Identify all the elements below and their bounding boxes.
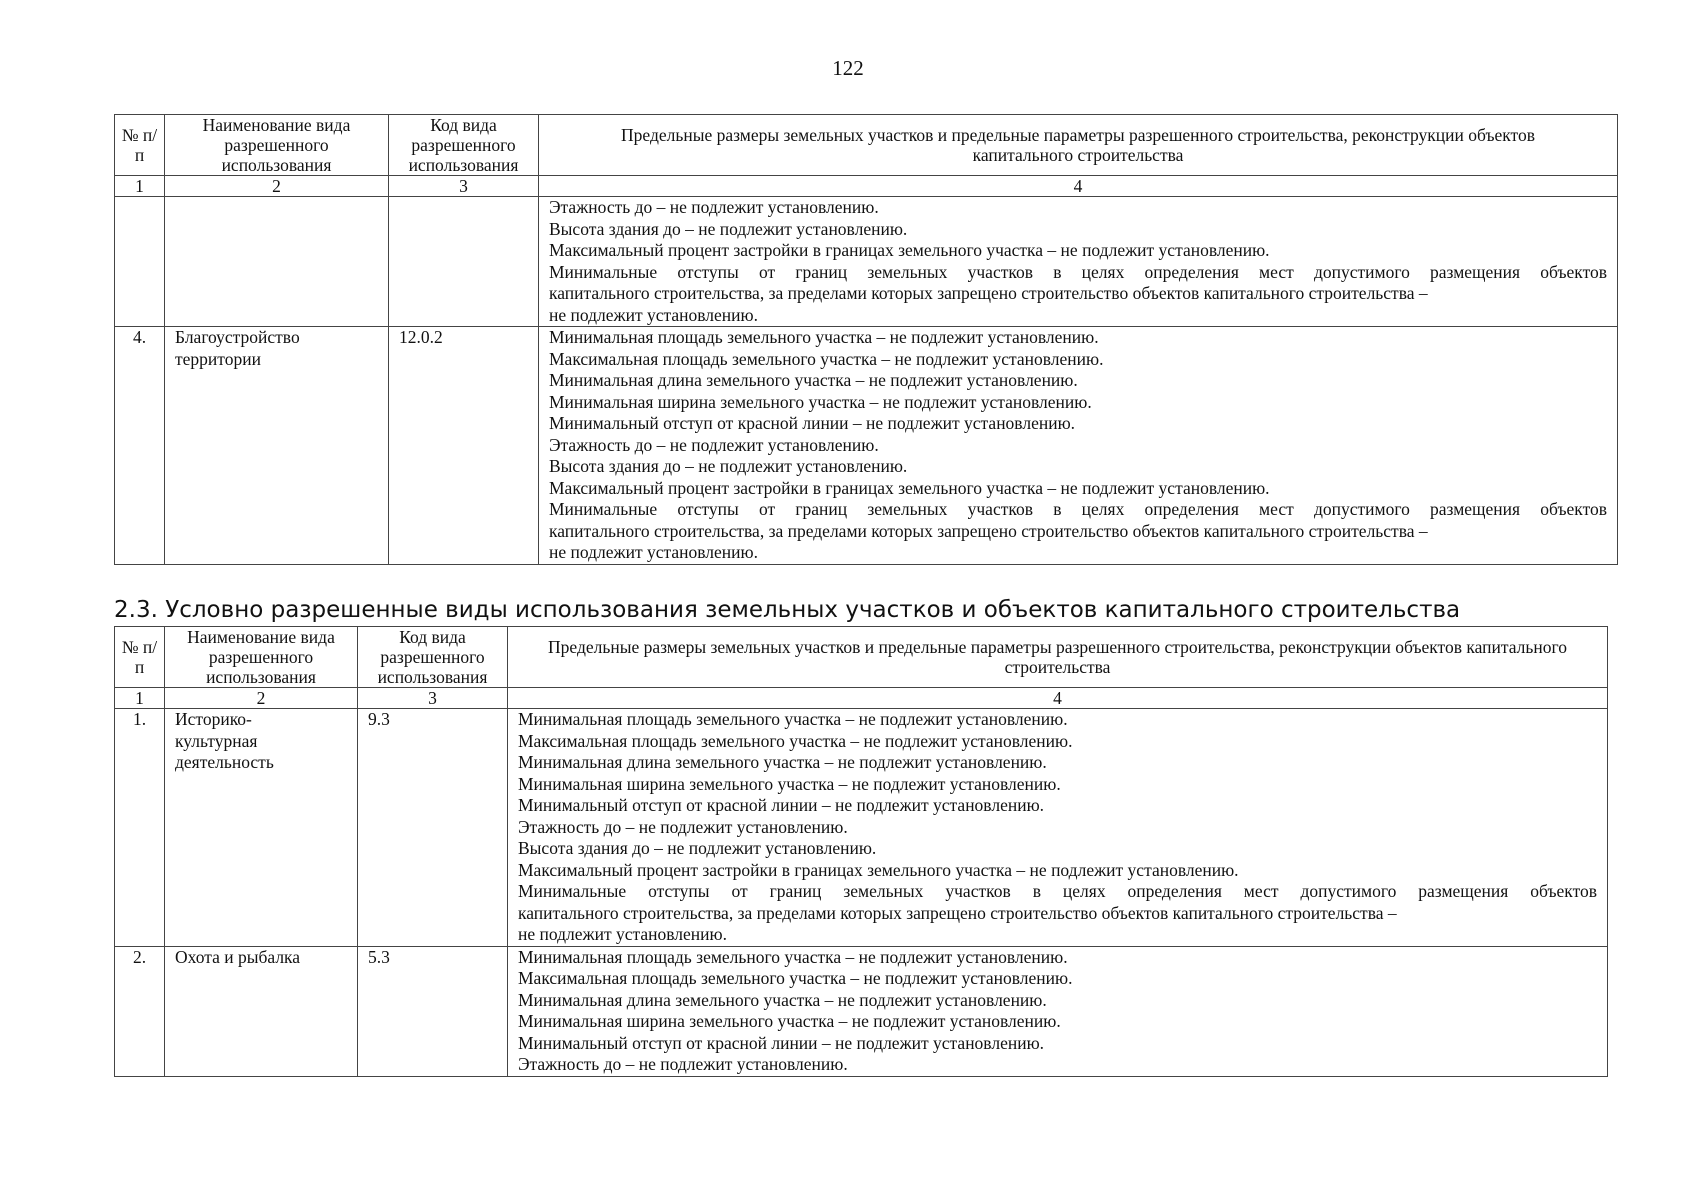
header-name: Наименование вида разрешенного использования <box>165 627 358 688</box>
param-line: Минимальная ширина земельного участка – не подлежит установлению. <box>518 773 1061 794</box>
param-line: Минимальная длина земельного участка – не подлежит установлению. <box>518 752 1047 772</box>
param-line: Минимальные отступы от границ земельных участков в целях определения мест допустимого размещения объектов <box>549 499 1607 519</box>
table-row <box>115 946 1608 1076</box>
param-line: Минимальная длина земельного участка – не подлежит установлению. <box>518 989 1047 1010</box>
row-number: 1. <box>115 709 165 947</box>
header-params: Предельные размеры земельных участков и предельные параметры разрешенного строительства, реконструкции объектов капитального строительства <box>539 115 1618 176</box>
param-line: капитального строительства, за пределами которых запрещено строительство объектов капитального строительства – <box>549 520 1428 541</box>
param-line: Минимальная длина земельного участка – не подлежит установлению. <box>549 370 1078 390</box>
param-line: Минимальные отступы от границ земельных участков в целях определения мест допустимого размещения объектов <box>518 881 1597 901</box>
param-line: Минимальная площадь земельного участка – не подлежит установлению. <box>549 327 1099 347</box>
section-title: 2.3. Условно разрешенные виды использования земельных участков и объектов капитального строительства <box>114 597 1461 623</box>
param-line: Минимальный отступ от красной линии – не подлежит установлению. <box>549 413 1076 433</box>
param-line: Минимальная ширина земельного участка – не подлежит установлению. <box>518 1011 1061 1031</box>
column-number: 4 <box>508 688 1608 709</box>
land-use-table-conditional <box>114 626 1608 1077</box>
table-row <box>115 327 1618 565</box>
column-number: 1 <box>115 688 165 709</box>
param-line: Минимальная площадь земельного участка – не подлежит установлению. <box>518 709 1068 729</box>
param-line: Этажность до – не подлежит установлению. <box>518 1054 848 1074</box>
params-cell <box>508 709 1608 947</box>
column-number: 2 <box>165 688 358 709</box>
column-numbers-row <box>115 688 1608 709</box>
header-num: № п/п <box>115 115 165 176</box>
row-number: 4. <box>115 327 165 565</box>
params-cell <box>508 946 1608 1076</box>
param-line: не подлежит установлению. <box>549 542 758 562</box>
column-number: 3 <box>389 176 539 197</box>
param-line: не подлежит установлению. <box>549 304 758 325</box>
param-line: Минимальные отступы от границ земельных участков в целях определения мест допустимого размещения объектов <box>549 261 1607 282</box>
use-type-code: 5.3 <box>358 946 508 1076</box>
use-type-name: Благоустройство территории <box>165 327 389 565</box>
table-header-row <box>115 115 1618 176</box>
param-line: Максимальный процент застройки в границах земельного участка – не подлежит установлению. <box>518 859 1239 880</box>
param-line: Минимальная ширина земельного участка – не подлежит установлению. <box>549 391 1092 412</box>
table-row <box>115 197 1618 327</box>
param-line: Высота здания до – не подлежит установлению. <box>549 218 908 239</box>
param-line: Минимальный отступ от красной линии – не подлежит установлению. <box>518 1032 1045 1053</box>
header-params: Предельные размеры земельных участков и предельные параметры разрешенного строительства, реконструкции объектов капитального строительства <box>508 627 1608 688</box>
use-type-code: 12.0.2 <box>389 327 539 565</box>
param-line: Максимальный процент застройки в границах земельного участка – не подлежит установлению. <box>549 477 1270 498</box>
page-number: 122 <box>832 56 864 80</box>
param-line: Максимальный процент застройки в границах земельного участка – не подлежит установлению. <box>549 240 1270 260</box>
table-header-row <box>115 627 1608 688</box>
header-code: Код вида разрешенного использования <box>389 115 539 176</box>
param-line: Минимальная площадь земельного участка – не подлежит установлению. <box>518 946 1068 967</box>
table-row <box>115 709 1608 947</box>
row-number: 2. <box>115 946 165 1076</box>
params-cell <box>539 197 1618 327</box>
use-type-name: Историко-культурная деятельность <box>165 709 358 947</box>
param-line: Высота здания до – не подлежит установлению. <box>549 456 908 476</box>
header-num: № п/п <box>115 627 165 688</box>
header-code: Код вида разрешенного использования <box>358 627 508 688</box>
params-cell <box>539 327 1618 565</box>
header-name: Наименование вида разрешенного использования <box>165 115 389 176</box>
column-number: 3 <box>358 688 508 709</box>
param-line: капитального строительства, за пределами которых запрещено строительство объектов капитального строительства – <box>549 283 1428 303</box>
param-line: Этажность до – не подлежит установлению. <box>549 197 879 217</box>
param-line: Максимальная площадь земельного участка – не подлежит установлению. <box>518 968 1073 988</box>
column-number: 2 <box>165 176 389 197</box>
use-type-code: 9.3 <box>358 709 508 947</box>
param-line: Высота здания до – не подлежит установлению. <box>518 838 877 858</box>
param-line: Этажность до – не подлежит установлению. <box>549 434 879 455</box>
param-line: Этажность до – не подлежит установлению. <box>518 816 848 837</box>
column-number: 1 <box>115 176 165 197</box>
param-line: не подлежит установлению. <box>518 924 727 944</box>
param-line: капитального строительства, за пределами которых запрещено строительство объектов капитального строительства – <box>518 902 1397 923</box>
column-number: 4 <box>539 176 1618 197</box>
land-use-table-main <box>114 114 1618 565</box>
param-line: Максимальная площадь земельного участка – не подлежит установлению. <box>518 730 1073 751</box>
param-line: Минимальный отступ от красной линии – не подлежит установлению. <box>518 795 1045 815</box>
use-type-name: Охота и рыбалка <box>165 946 358 1076</box>
param-line: Максимальная площадь земельного участка – не подлежит установлению. <box>549 348 1104 369</box>
column-numbers-row <box>115 176 1618 197</box>
